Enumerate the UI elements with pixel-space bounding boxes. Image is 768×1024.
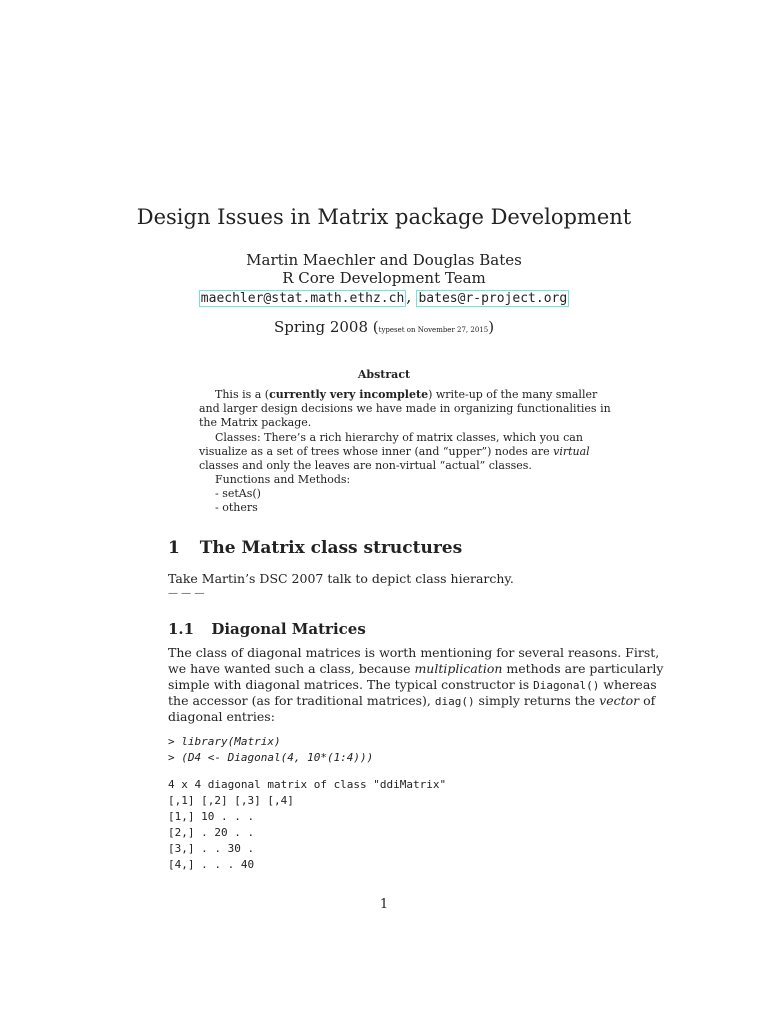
abstract-p1-line1 xyxy=(199,388,598,402)
abstract-p1-post: ) write-up of the many smaller xyxy=(428,388,598,401)
diag-para-line2 xyxy=(168,661,664,677)
abstract-p3-line2: - setAs() xyxy=(215,487,261,500)
subsection-1-1-number: 1.1 xyxy=(168,620,195,638)
abstract-p1-line2: and larger design decisions we have made in organizing functionalities in xyxy=(199,402,611,415)
abstract-p1-line3: the Matrix package. xyxy=(199,416,312,429)
section-1-dashes: — — — xyxy=(168,588,205,599)
date-open-paren: ( xyxy=(372,318,379,336)
date-close-paren: ) xyxy=(488,318,495,336)
diag-para-line1: The class of diagonal matrices is worth mentioning for several reasons. First, xyxy=(168,645,660,660)
diag-line2-pre: we have wanted such a class, because xyxy=(168,661,415,676)
diag-multiplication-em: multiplication xyxy=(414,661,503,676)
affiliation: R Core Development Team xyxy=(282,269,486,287)
abstract-heading: Abstract xyxy=(357,368,411,381)
section-1-title: The Matrix class structures xyxy=(199,538,463,558)
diag-vector-em: vector xyxy=(599,693,640,708)
authors: Martin Maechler and Douglas Bates xyxy=(246,251,522,269)
diag-para-line3 xyxy=(168,677,657,694)
diag-line4-mid: simply returns the xyxy=(474,693,600,708)
diag-code: diag() xyxy=(434,695,475,708)
code-input-2: > (D4 <- Diagonal(4, 10*(1:4))) xyxy=(168,751,374,764)
diag-line4-post: of xyxy=(639,693,656,708)
abstract-p2-line3: classes and only the leaves are non-virtual “actual” classes. xyxy=(199,459,532,472)
diag-para-line4 xyxy=(168,693,656,710)
abstract-p1-pre: This is a ( xyxy=(215,388,270,401)
diag-line4-pre: the accessor (as for traditional matrices), xyxy=(168,693,435,708)
diag-line2-post: methods are particularly xyxy=(502,661,664,676)
code-output-6: [4,] . . . 40 xyxy=(168,858,255,871)
subsection-1-1-title: Diagonal Matrices xyxy=(211,620,366,638)
typeset-note: typeset on November 27, 2015 xyxy=(378,326,489,334)
diag-line3-post: whereas xyxy=(599,677,657,692)
subsection-1-1-heading xyxy=(168,620,366,638)
abstract-p2-line1: Classes: There’s a rich hierarchy of matrix classes, which you can xyxy=(215,431,583,444)
section-1-number: 1 xyxy=(168,538,180,558)
page-number: 1 xyxy=(379,897,389,912)
code-output-3: [1,] 10 . . . xyxy=(168,810,255,823)
code-output-1: 4 x 4 diagonal matrix of class "ddiMatrix" xyxy=(168,778,447,791)
diagonal-code: Diagonal() xyxy=(533,679,600,692)
abstract-p1-bold: currently very incomplete xyxy=(269,388,429,401)
date-line xyxy=(0,318,768,336)
email-row xyxy=(0,287,768,306)
abstract-p2-line2-text: visualize as a set of trees whose inner (and “upper”) nodes are xyxy=(199,445,554,458)
section-1-heading xyxy=(168,538,462,558)
email-link-maechler[interactable]: maechler@stat.math.ethz.ch xyxy=(200,291,405,306)
diag-line3-pre: simple with diagonal matrices. The typical constructor is xyxy=(168,677,534,692)
diag-para-line5: diagonal entries: xyxy=(168,709,275,724)
abstract-p3-line3: - others xyxy=(215,501,258,514)
code-output-5: [3,] . . 30 . xyxy=(168,842,255,855)
code-output-4: [2,] . 20 . . xyxy=(168,826,255,839)
abstract-p2-line2 xyxy=(199,445,590,459)
code-input-1: > library(Matrix) xyxy=(168,735,281,748)
section-1-text: Take Martin’s DSC 2007 talk to depict class hierarchy. xyxy=(168,571,514,586)
email-link-bates[interactable]: bates@r-project.org xyxy=(418,291,568,306)
abstract-virtual-em: virtual xyxy=(553,445,590,458)
code-output-2: [,1] [,2] [,3] [,4] xyxy=(168,794,294,807)
abstract-p3-line1: Functions and Methods: xyxy=(215,473,351,486)
email-separator: , xyxy=(406,287,412,306)
date-main: Spring 2008 xyxy=(273,318,368,336)
paper-title: Design Issues in Matrix package Development xyxy=(136,205,632,229)
